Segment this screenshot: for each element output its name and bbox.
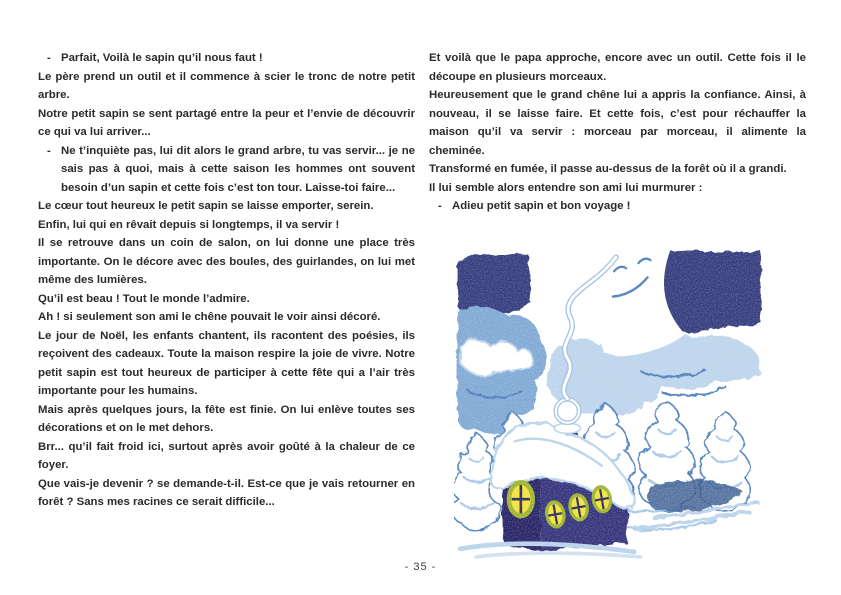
story-paragraph [429, 160, 806, 179]
dialogue-line [38, 142, 415, 198]
paragraph-text: Ah ! si seulement son ami le chêne pouvait le voir ainsi décoré. [38, 311, 381, 323]
paragraph-text: Le jour de Noël, les enfants chantent, ils racontent des poésies, ils reçoivent des cadeaux. Toute la maison respire la joie de vivre. Notre petit sapin est tout heureux de participer à cette fête qui a l’air très importante pour les humains. [38, 329, 415, 397]
dialogue-dash: - [438, 200, 442, 212]
dialogue-dash: - [47, 144, 51, 157]
paragraph-text: Que vais-je devenir ? se demande-t-il. Est-ce que je vais retourner en forêt ? Sans mes racines ce serait difficile... [38, 477, 415, 508]
left-text-column [38, 49, 415, 512]
story-paragraph [38, 197, 415, 216]
dialogue-line [429, 197, 806, 216]
story-paragraph [429, 86, 806, 160]
paragraph-text: Le cœur tout heureux le petit sapin se laisse emporter, serein. [38, 200, 374, 212]
story-paragraph [38, 290, 415, 309]
paragraph-text: Mais après quelques jours, la fête est finie. On lui enlève toutes ses décorations et on le met dehors. [38, 403, 415, 434]
story-paragraph [38, 401, 415, 438]
dialogue-line [38, 49, 415, 68]
story-paragraph [38, 234, 415, 290]
page-number: - 35 - [404, 561, 437, 573]
paragraph-text: Il se retrouve dans un coin de salon, on lui donne une place très importante. On le décore avec des boules, des guirlandes, on lui met même des lumières. [38, 237, 415, 286]
paragraph-text: Et voilà que le papa approche, encore avec un outil. Cette fois il le découpe en plusieurs morceaux. [429, 52, 806, 83]
paragraph-text: Le père prend un outil et il commence à scier le tronc de notre petit arbre. [38, 70, 415, 101]
paper-grain-overlay [454, 249, 768, 561]
story-paragraph [38, 327, 415, 401]
paragraph-text: Qu’il est beau ! Tout le monde l’admire. [38, 292, 250, 305]
paragraph-text: Enfin, lui qui en rêvait depuis si longtemps, il va servir ! [38, 218, 340, 231]
paragraph-text: Parfait, Voilà le sapin qu’il nous faut ! [61, 52, 263, 64]
story-paragraph [429, 179, 806, 198]
paragraph-text: Brr... qu’il fait froid ici, surtout après avoir goûté à la chaleur de ce foyer. [38, 440, 415, 471]
paragraph-text: Notre petit sapin se sent partagé entre la peur et l’envie de découvrir ce qui va lui arriver... [38, 107, 415, 138]
paragraph-text: Adieu petit sapin et bon voyage ! [452, 200, 631, 212]
paragraph-text: Heureusement que le grand chêne lui a appris la confiance. Ainsi, à nouveau, il se laisse faire. Et cette fois, c’est pour réchauffer la maison qu’il va servir : morceau par morceau, il alimente la cheminée. [429, 89, 806, 157]
story-paragraph [38, 438, 415, 475]
story-paragraph [38, 68, 415, 105]
dialogue-dash: - [47, 52, 51, 64]
story-paragraph [38, 105, 415, 142]
right-text-column [429, 49, 806, 216]
paragraph-text: Ne t’inquiète pas, lui dit alors le grand arbre, tu vas servir... je ne sais pas à quoi, mais à cette saison les hommes ont souvent besoin d’un sapin et cette fois c’est ton tour. Laisse-toi faire... [61, 144, 415, 194]
winter-cottage-illustration [454, 249, 768, 561]
winter-cottage-illustration-svg [454, 249, 768, 561]
paragraph-text: Transformé en fumée, il passe au-dessus de la forêt où il a grandi. [429, 163, 787, 175]
story-paragraph [429, 49, 806, 86]
story-paragraph [38, 475, 415, 512]
paragraph-text: Il lui semble alors entendre son ami lui murmurer : [429, 181, 703, 194]
story-paragraph [38, 216, 415, 235]
story-paragraph [38, 308, 415, 327]
